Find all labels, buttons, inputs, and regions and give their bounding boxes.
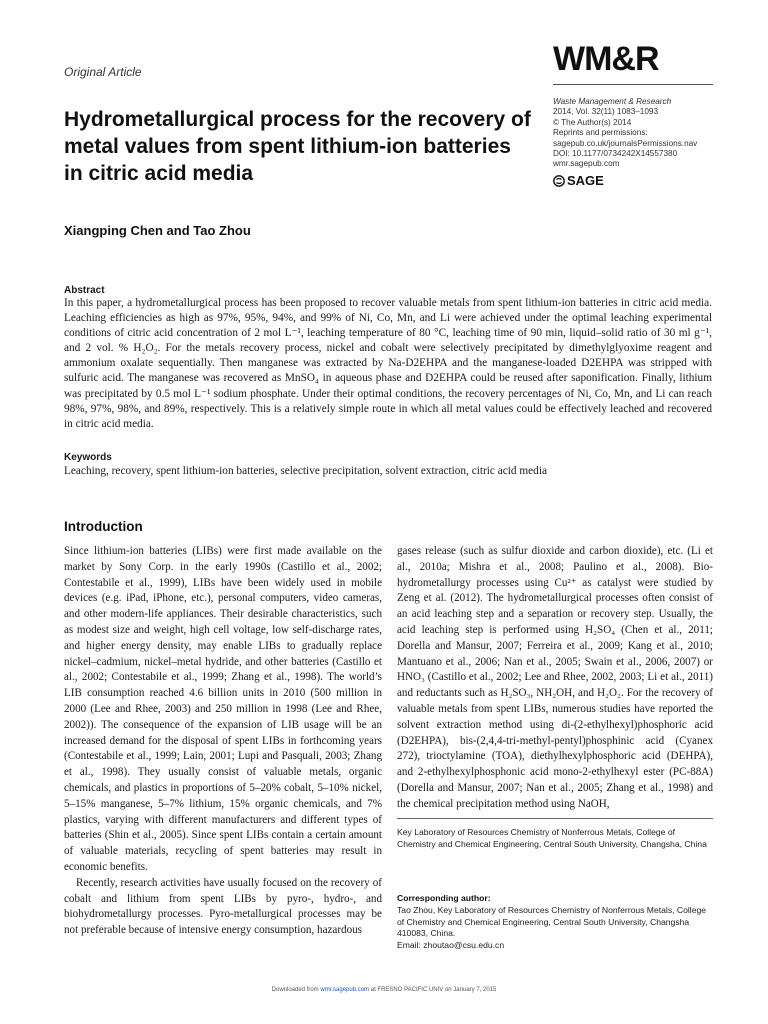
footnote-divider [397, 818, 713, 819]
journal-volume: 2014, Vol. 32(11) 1083–1093 [553, 107, 659, 117]
journal-logo: WM&R [553, 40, 659, 78]
logo-divider [553, 84, 713, 85]
article-authors: Xiangping Chen and Tao Zhou [64, 223, 251, 238]
reprints-label: Reprints and permissions: [553, 128, 648, 138]
journal-url[interactable]: wmr.sagepub.com [553, 159, 620, 169]
abstract-text: In this paper, a hydrometallurgical process has been proposed to recover valuable metals from spent lithium-ion batteries in citric acid media. Leaching efficiencies as high as 97%, 95%, 94%, and 99% of Ni, Co, Mn, and Li were achieved under the optimal leaching experimental conditions of citric acid concentration of 2 mol L⁻¹, leaching temperature of 80 °C, leaching time of 90 min, liquid–solid ratio of 30 ml g⁻¹, and 2 vol. % H₂O₂. For the metals recovery process, nickel and cobalt were selectively precipitated by dimethylglyoxime reagent and ammonium oxalate sequentially. Then manganese was extracted by Na-D2EHPA and the manganese-loaded D2EHPA was stripped with sulfuric acid. The manganese was recovered as MnSO₄ in aqueous phase and D2EHPA could be reused after saponification. Finally, lithium was precipitated by 0.5 mol L⁻¹ sodium phosphate. Under their optimal conditions, the recovery percentages of Ni, Co, Mn, and Li can reach 98%, 97%, 98%, and 89%, respectively. This is a relatively simple route in which all metal values could be effectively leached and recovered in citric acid media. [64, 297, 712, 430]
corresponding-author-heading: Corresponding author: [397, 893, 491, 903]
download-prefix: Downloaded from [271, 987, 321, 993]
keywords-text: Leaching, recovery, spent lithium-ion batteries, selective precipitation, solvent extraction, citric acid media [64, 465, 547, 477]
body-column-left [64, 544, 382, 939]
intro-paragraph-2: Recently, research activities have usually focused on the recovery of cobalt and lithium from spent LIBs by pyro-, hydro-, and biohydrometallurgy processes. Pyro-metallurgical processes may be not preferable because of intensive energy consumption, hazardous [64, 876, 382, 937]
article-title: Hydrometallurgical process for the recovery of metal values from spent lithium-ion batteries in citric acid media [64, 108, 531, 185]
corresponding-email[interactable]: Email: zhoutao@csu.edu.cn [397, 939, 505, 950]
keywords-heading: Keywords [64, 452, 112, 463]
copyright: © The Author(s) 2014 [553, 117, 632, 127]
corresponding-author [397, 905, 713, 951]
introduction-heading: Introduction [64, 519, 143, 534]
corresponding-author-text: Tao Zhou, Key Laboratory of Resources Chemistry of Nonferrous Metals, College of Chemistry and Chemical Engineering, Central South University, Changsha 410083, China. [397, 905, 707, 938]
sage-icon [553, 175, 565, 187]
journal-info [553, 97, 753, 170]
download-notice [0, 987, 768, 993]
journal-name: Waste Management & Research [553, 97, 672, 106]
publisher-name: SAGE [567, 173, 604, 188]
doi[interactable]: DOI: 10.1177/0734242X14557380 [553, 149, 678, 159]
abstract-heading: Abstract [64, 285, 105, 296]
article-type: Original Article [64, 65, 142, 79]
reprints-link[interactable]: sagepub.co.uk/journalsPermissions.nav [553, 138, 698, 148]
download-link[interactable]: wmr.sagepub.com [320, 987, 370, 993]
intro-paragraph-3: gases release (such as sulfur dioxide and carbon dioxide), etc. (Li et al., 2010a; Mishra et al., 2008; Paulino et al., 2008). Bio-hydrometallurgy processes using Cu²⁺ as catalyst were studied by Zeng et al. (2012). The hydrometallurgical processes often consist of an acid leaching step and a separation or recovery step. Usually, the acid leaching step is performed using H₂SO₄ (Chen et al., 2011; Dorella and Mansur, 2007; Ferreira et al., 2009; Kang et al., 2010; Mantuano et al., 2006; Nan et al., 2005; Swain et al., 2006, 2007) or HNO₃ (Castillo et al., 2002; Lee and Rhee, 2002, 2003; Li et al., 2011) and reductants such as H₂SO₃, NH₂OH, and H₂O₂. For the recovery of valuable metals from spent LIBs, numerous studies have reported the solvent extraction method using di-(2-ethylhexyl)phosphoric acid (D2EHPA), bis-(2,4,4-tri-methyl-pentyl)phosphinic acid (Cyanex 272), trioctylamine (TOA), diethylhexylphosphoric acid (DEHPA), and 2-ethylhexylphosphonic acid mono-2-ethylhexyl ester (PC-88A) (Dorella and Mansur, 2007; Nan et al., 2005; Zhang et al., 1998) and the chemical precipitation method using NaOH, [397, 545, 713, 810]
publisher-logo [553, 173, 604, 188]
download-suffix: at FRESNO PACIFIC UNIV on January 7, 2015 [369, 987, 497, 993]
intro-paragraph-1: Since lithium-ion batteries (LIBs) were first made available on the market by Sony Corp. in the early 1990s (Castillo et al., 2002; Contestabile et al., 1999), LIBs have been widely used in mobile devices (e.g. iPad, iPhone, etc.), personal computers, video cameras, and other modern-life appliances. Their desirable characteristics, such as modest size and weight, high cell voltage, low self-discharge rates, and higher energy density, may enable LIBs to gradually replace nickel–cadmium, nickel–metal hydride, and other batteries (Castillo et al., 2002; Contestabile et al., 1999; Zhang et al., 1998). The world’s LIB consumption reached 4.6 billion units in 2010 (500 million in 2000 (Lee and Rhee, 2003) and 250 million in 1998 (Lee and Rhee, 2002)). The consequence of the expansion of LIB usage will be an increased demand for the disposal of spent LIBs in forthcoming years (Contestabile et al., 1999; Lain, 2001; Lupi and Pasquali, 2003; Zhang et al., 1998). They usually consist of valuable metals, organic chemicals, and plastics in proportions of 5–20% cobalt, 5–10% nickel, 5–15% manganese, 5–7% lithium, 15% organic chemicals, and 7% plastics, varying with different manufacturers and different types of batteries (Shin et al., 2005). Since spent LIBs contain a certain amount of valuable materials, recycling of spent batteries may result in economic benefits. [64, 545, 382, 873]
author-affiliation: Key Laboratory of Resources Chemistry of Nonferrous Metals, College of Chemistry and Chemical Engineering, Central South University, Changsha, China [397, 827, 707, 849]
